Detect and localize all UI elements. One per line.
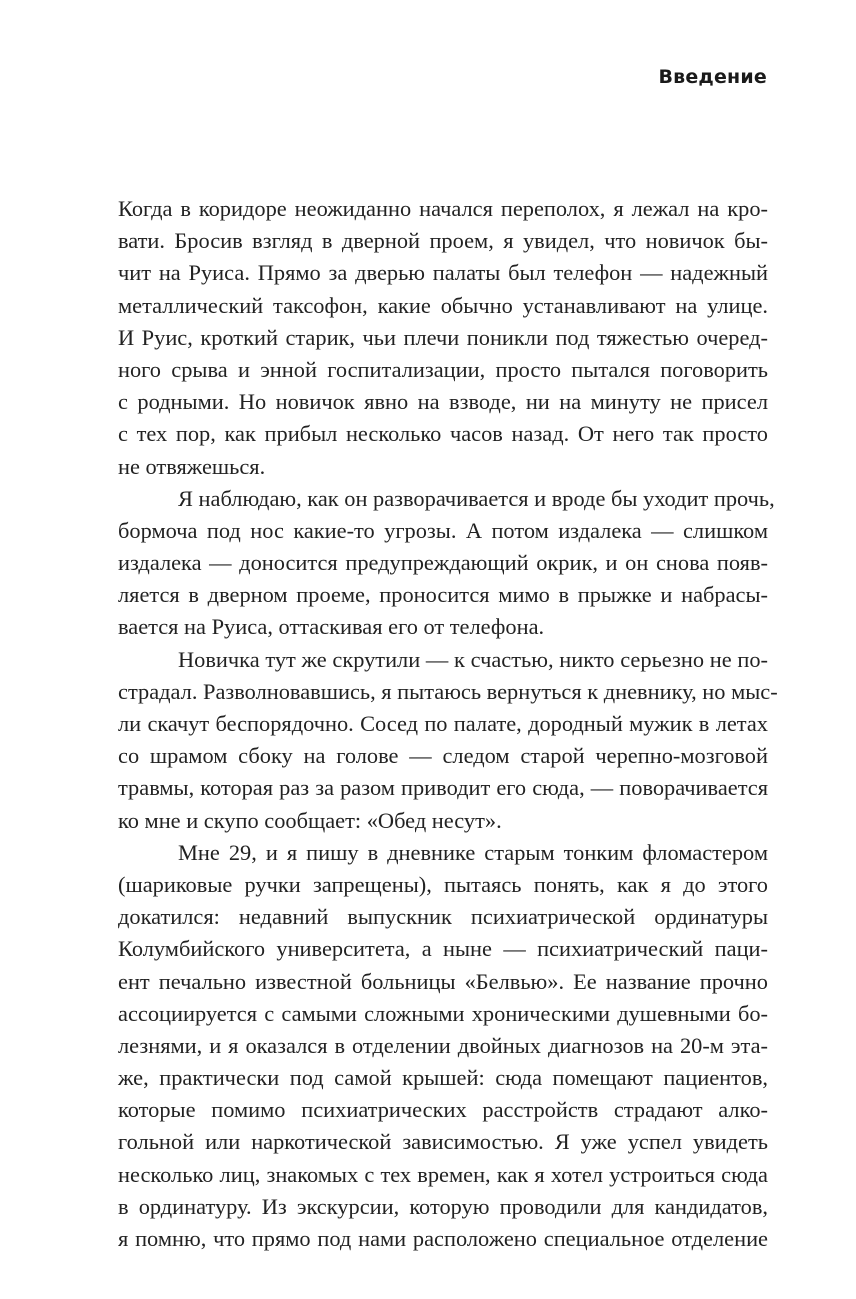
text-line: Мне 29, и я пишу в дневнике старым тонким фломастером: [178, 839, 768, 865]
text-line: чит на Руиса. Прямо за дверью палаты был телефон — надежный: [118, 260, 768, 286]
text-line: вается на Руиса, оттаскивая его от телефона.: [118, 614, 545, 640]
paragraph: [118, 193, 768, 483]
text-line: вати. Бросив взгляд в дверной проем, я увидел, что новичок бы-: [118, 228, 768, 254]
text-line: издалека — доносится предупреждающий окрик, и он снова появ-: [118, 550, 768, 576]
text-line: со шрамом сбоку на голове — следом старой черепно-мозговой: [118, 743, 768, 769]
text-line: ляется в дверном проеме, проносится мимо в прыжке и набрасы-: [118, 582, 768, 608]
text-line: травмы, которая раз за разом приводит его сюда, — поворачивается: [118, 775, 768, 801]
text-line: лезнями, и я оказался в отделении двойных диагнозов на 20-м эта-: [118, 1032, 768, 1058]
paragraph: [118, 837, 768, 1255]
text-line: гольной или наркотической зависимостью. Я уже успел увидеть: [118, 1129, 768, 1155]
text-line: ассоциируется с самыми сложными хроническими душевными бо-: [118, 1000, 768, 1026]
text-line: Колумбийского университета, а ныне — психиатрический паци-: [118, 936, 768, 962]
text-line: ли скачут беспорядочно. Сосед по палате, дородный мужик в летах: [118, 711, 768, 736]
paragraph: [118, 483, 775, 644]
text-line: я помню, что прямо под нами расположено специальное отделение: [118, 1226, 768, 1251]
text-line: И Руис, кроткий старик, чьи плечи поникли под тяжестью очеред-: [118, 324, 768, 350]
text-line: Когда в коридоре неожиданно начался переполох, я лежал на кро-: [118, 196, 768, 221]
text-line: страдал. Разволновавшись, я пытаюсь вернуться к дневнику, но мыс-: [118, 678, 778, 704]
body-text: [118, 193, 778, 1255]
running-head-title: Введение: [658, 66, 767, 88]
text-line: которые помимо психиатрических расстройств страдают алко-: [118, 1097, 768, 1123]
text-line: не отвяжешься.: [118, 453, 266, 479]
text-line: в ординатуру. Из экскурсии, которую проводили для кандидатов,: [118, 1193, 768, 1219]
text-line: докатился: недавний выпускник психиатрической ординатуры: [118, 904, 768, 930]
text-line: Я наблюдаю, как он разворачивается и вроде бы уходит прочь,: [178, 485, 775, 511]
text-line: ент печально известной больницы «Белвью». Ее название прочно: [118, 968, 768, 994]
text-line: бормоча под нос какие-то угрозы. А потом издалека — слишком: [118, 517, 768, 543]
paragraph: [118, 644, 778, 837]
text-line: металлический таксофон, какие обычно устанавливают на улице.: [118, 292, 768, 318]
text-line: несколько лиц, знакомых с тех времен, как я хотел устроиться сюда: [118, 1161, 768, 1187]
text-line: Новичка тут же скрутили — к счастью, никто серьезно не по-: [178, 646, 768, 672]
text-line: ко мне и скупо сообщает: «Обед несут».: [118, 807, 502, 833]
text-line: ного срыва и энной госпитализации, просто пытался поговорить: [118, 356, 768, 382]
text-line: с родными. Но новичок явно на взводе, ни на минуту не присел: [118, 389, 768, 415]
text-line: (шариковые ручки запрещены), пытаясь понять, как я до этого: [118, 871, 768, 897]
text-line: же, практически под самой крышей: сюда помещают пациентов,: [118, 1065, 768, 1091]
text-line: с тех пор, как прибыл несколько часов назад. От него так просто: [118, 421, 768, 447]
